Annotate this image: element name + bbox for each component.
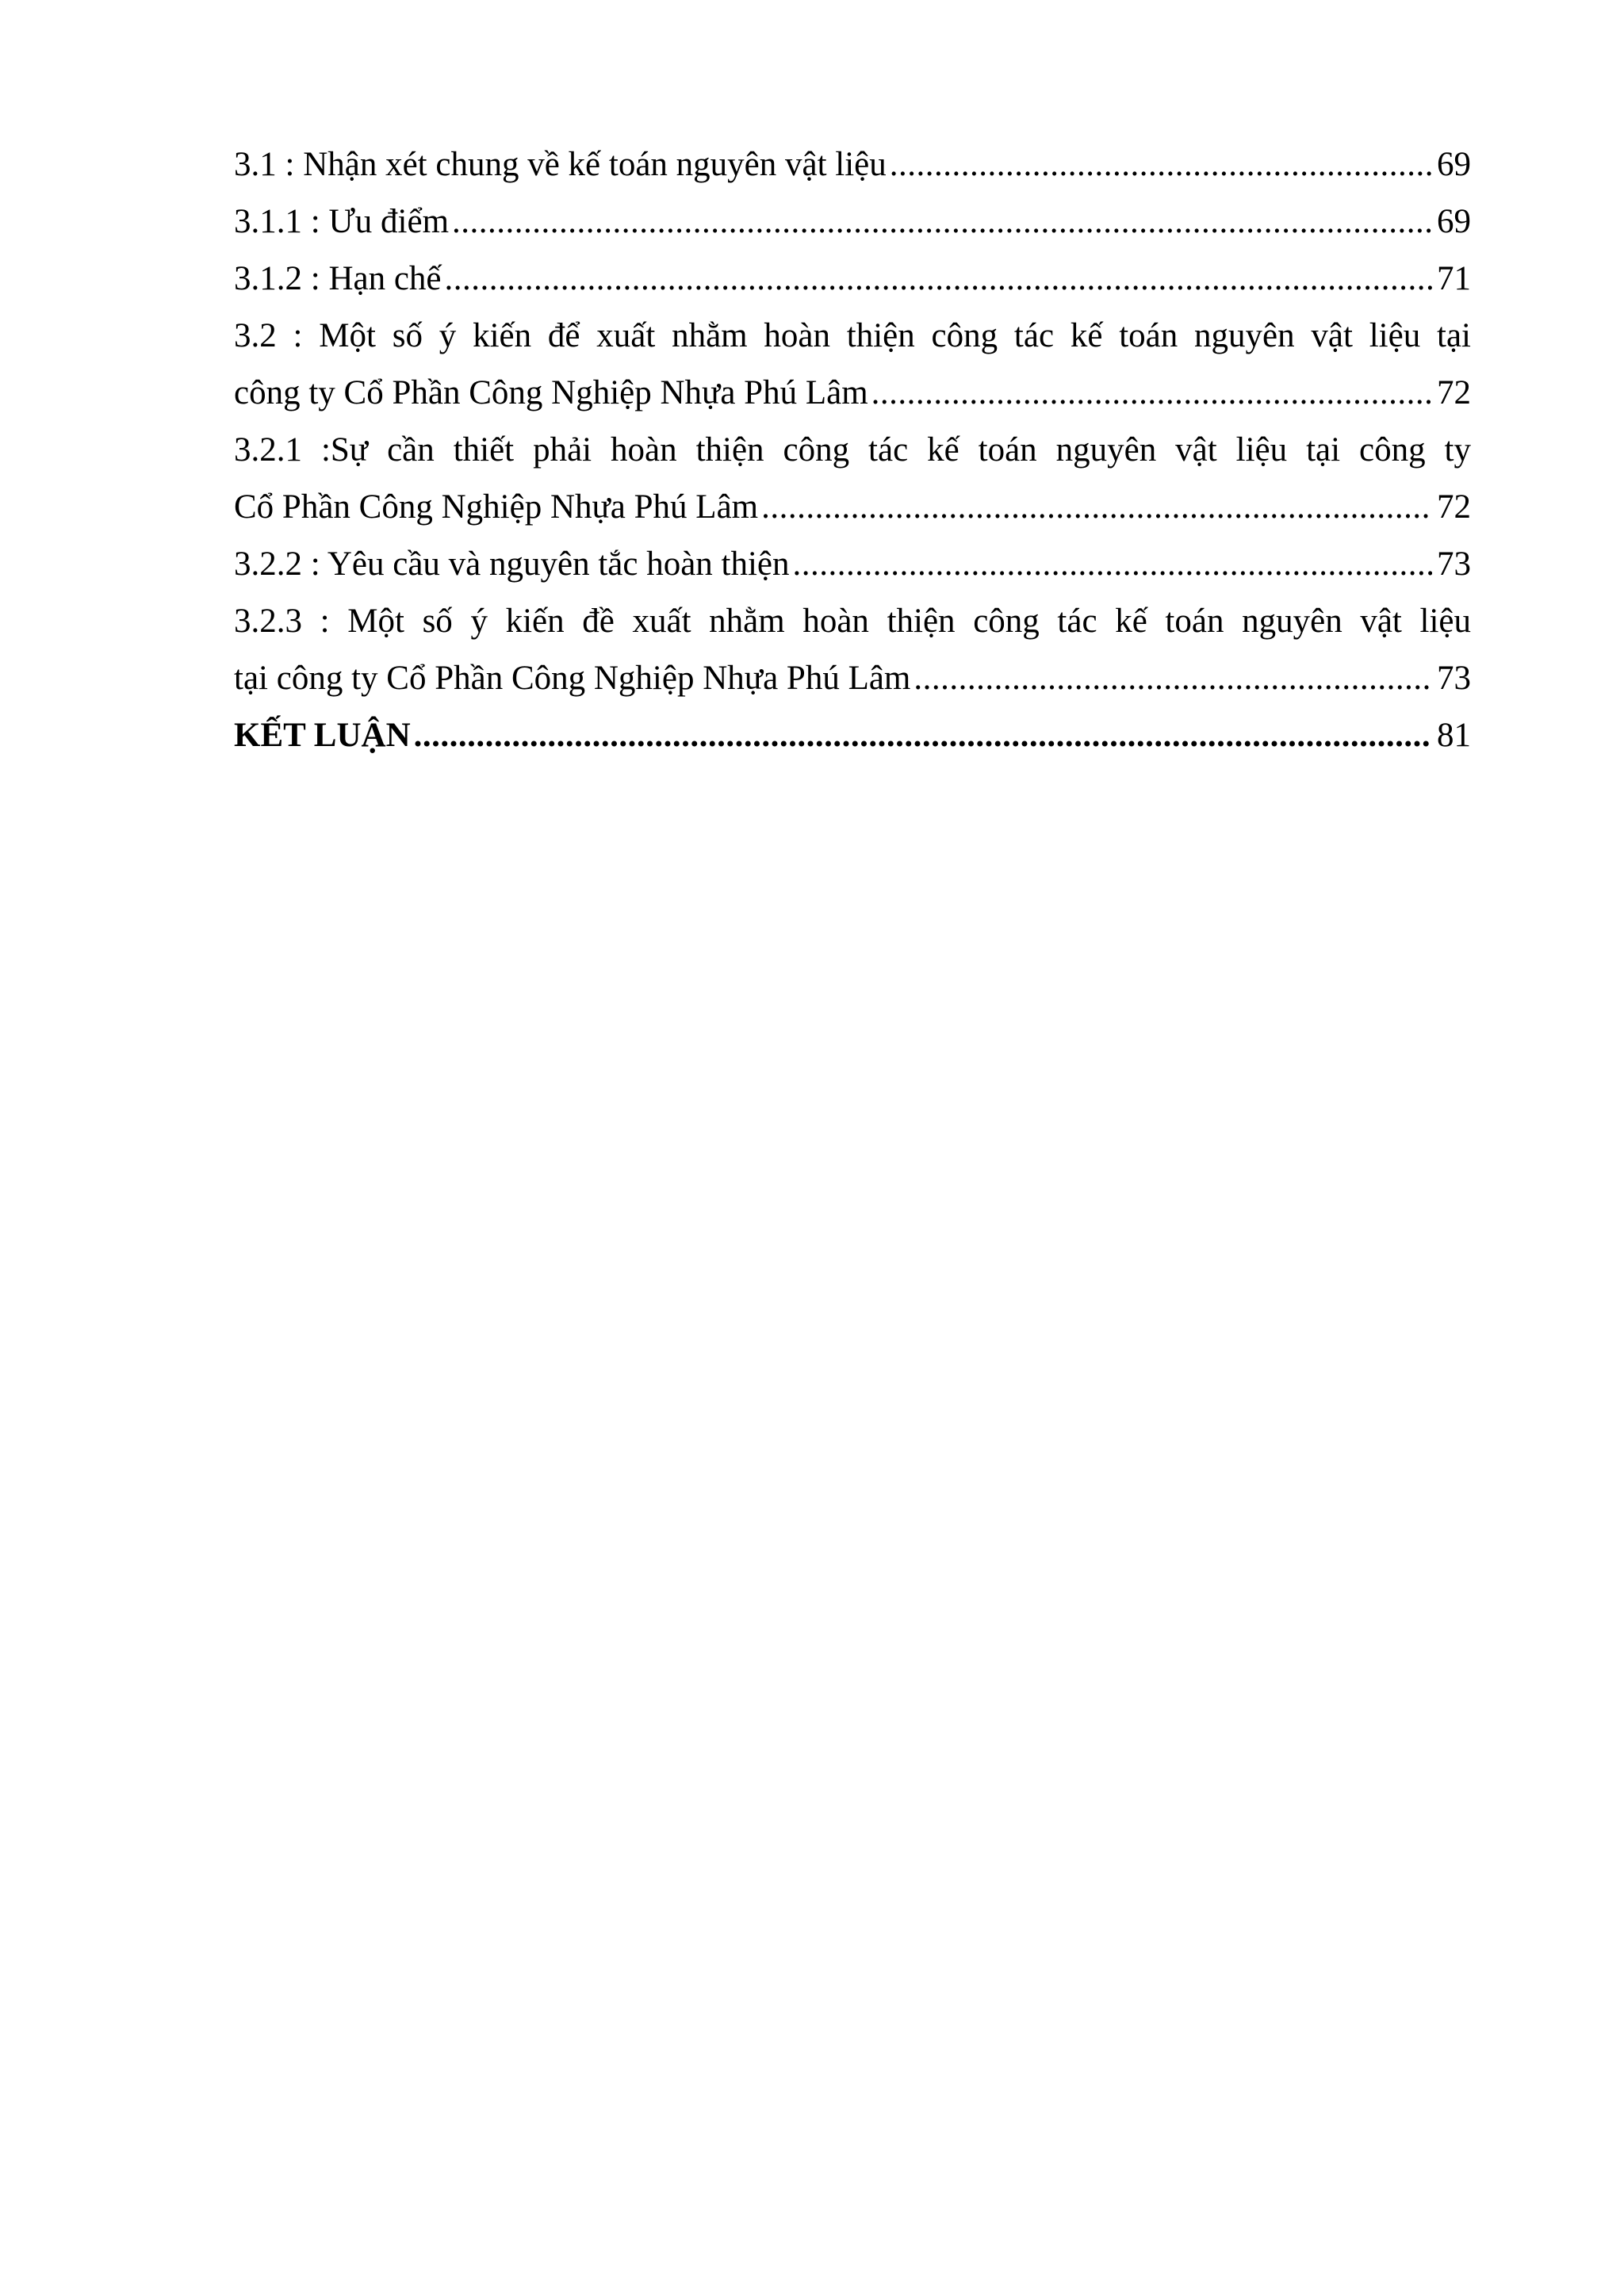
toc-entry-title: 3.1.1 : Ưu điểm: [234, 203, 450, 240]
toc-page-number: 71: [1437, 260, 1471, 297]
toc-line: [234, 136, 1471, 193]
toc-entry-title-first-line: 3.2 : Một số ý kiến để xuất nhằm hoàn thiện công tác kế toán nguyên vật liệu tại: [234, 317, 1471, 354]
dot-leader: [761, 479, 1432, 536]
toc-line: [234, 479, 1471, 536]
toc-entry-3-1-2[interactable]: [234, 251, 1471, 308]
dot-leader: [452, 193, 1432, 251]
toc-entry-title: 3.1 : Nhận xét chung về kế toán nguyên vật liệu: [234, 146, 887, 183]
toc-line: [234, 193, 1471, 251]
toc-entry-3-2-1[interactable]: [234, 422, 1471, 536]
dot-leader: [890, 136, 1432, 193]
toc-entry-title: công ty Cổ Phần Công Nghiệp Nhựa Phú Lâm: [234, 374, 868, 411]
toc-entry-3-1[interactable]: [234, 136, 1471, 193]
toc-page-number: 81: [1437, 717, 1471, 754]
toc-page-number: 72: [1437, 488, 1471, 526]
toc-page-number: 73: [1437, 545, 1471, 583]
toc-entry-title: 3.2.2 : Yêu cầu và nguyên tắc hoàn thiện: [234, 545, 790, 583]
toc-line: [234, 650, 1471, 707]
dot-leader: [914, 650, 1432, 707]
toc-page-number: 73: [1437, 660, 1471, 697]
toc-page-number: 72: [1437, 374, 1471, 411]
toc-entry-title: Cổ Phần Công Nghiệp Nhựa Phú Lâm: [234, 488, 759, 526]
toc-entry-title-first-line: 3.2.1 :Sự cần thiết phải hoàn thiện công tác kế toán nguyên vật liệu tại công ty: [234, 431, 1471, 469]
toc-line: [234, 251, 1471, 308]
toc-entry-title: tại công ty Cổ Phần Công Nghiệp Nhựa Phú Lâm: [234, 660, 911, 697]
toc-entry-conclusion[interactable]: [234, 707, 1471, 764]
dot-leader: [445, 251, 1432, 308]
toc-entry-title: 3.1.2 : Hạn chế: [234, 260, 442, 297]
dot-leader: [414, 707, 1432, 764]
toc-line: [234, 536, 1471, 593]
dot-leader: [871, 365, 1432, 422]
toc-page-number: 69: [1437, 203, 1471, 240]
toc-line: [234, 365, 1471, 422]
toc-entry-3-2-2[interactable]: [234, 536, 1471, 593]
toc-entry-3-2-3[interactable]: [234, 593, 1471, 707]
toc-entry-title-first-line: 3.2.3 : Một số ý kiến đề xuất nhằm hoàn thiện công tác kế toán nguyên vật liệu: [234, 603, 1471, 640]
dot-leader: [793, 536, 1432, 593]
toc-page-number: 69: [1437, 146, 1471, 183]
table-of-contents: [234, 136, 1471, 764]
toc-entry-3-1-1[interactable]: [234, 193, 1471, 251]
toc-entry-3-2[interactable]: [234, 308, 1471, 422]
toc-line: [234, 707, 1471, 764]
toc-entry-title: KẾT LUẬN: [234, 717, 411, 754]
